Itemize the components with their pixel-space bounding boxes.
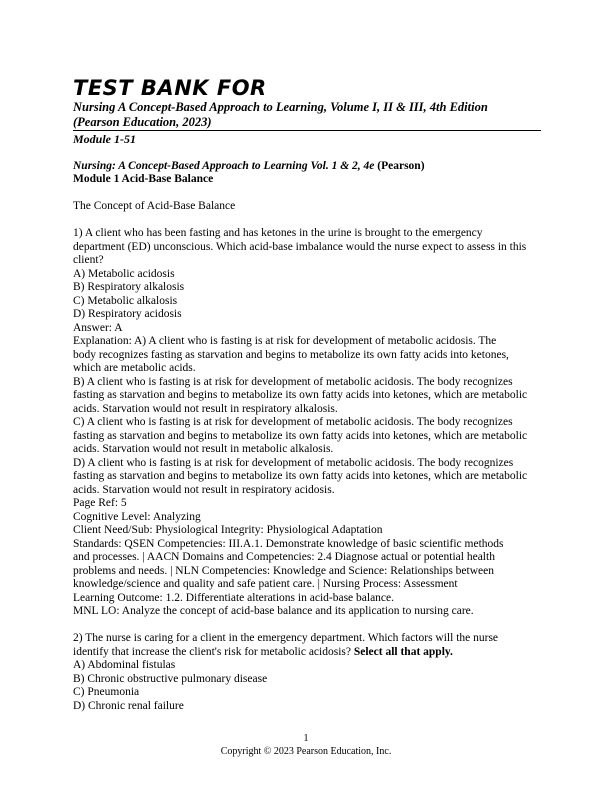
module-heading: Module 1 Acid-Base Balance: [73, 173, 214, 185]
document-title: TEST BANK FOR: [73, 76, 267, 100]
question-1-option-a: A) Metabolic acidosis: [73, 267, 175, 280]
explanation-line: fasting as starvation and begins to metabolize its own fatty acids into ketones, which are metabolic: [73, 389, 528, 401]
question-2-stem-line: 2) The nurse is caring for a client in the emergency department. Which factors will the nurse: [73, 632, 499, 644]
standards-line: knowledge/science and quality and safe patient care. | Nursing Process: Assessment: [73, 578, 458, 590]
cognitive-level: Cognitive Level: Analyzing: [73, 510, 201, 523]
explanation-line: fasting as starvation and begins to metabolize its own fatty acids into ketones, which are metabolic: [73, 429, 528, 442]
explanation-line: acids. Starvation would not result in respiratory acidosis.: [73, 483, 335, 496]
question-2-option-c: C) Pneumonia: [73, 686, 140, 698]
explanation-line: C) A client who is fasting is at risk for development of metabolic acidosis. The body recognizes: [73, 416, 513, 428]
question-2-stem-text: identify that increase the client's risk for metabolic acidosis?: [73, 645, 354, 658]
explanation-line: body recognizes fasting as starvation and begins to metabolize its own fatty acids into ketones,: [73, 348, 509, 361]
question-1-stem-line: department (ED) unconscious. Which acid-base imbalance would the nurse expect to assess in this: [73, 240, 527, 253]
question-2-option-d: D) Chronic renal failure: [73, 699, 184, 712]
explanation-line: which are metabolic acids.: [73, 362, 196, 374]
standards-line: and processes. | AACN Domains and Competencies: 2.4 Diagnose actual or potential health: [73, 551, 495, 563]
book-title-line-2: (Pearson Education, 2023): [73, 114, 212, 129]
question-1-option-d: D) Respiratory acidosis: [73, 308, 182, 320]
document-page: [73, 76, 543, 713]
question-2-option-b: B) Chronic obstructive pulmonary disease: [73, 672, 268, 685]
question-2-stem-line: [73, 646, 543, 660]
select-all-instruction: Select all that apply.: [353, 645, 453, 658]
concept-heading: The Concept of Acid-Base Balance: [73, 200, 236, 212]
question-1-stem-line: client?: [73, 254, 104, 266]
explanation-line: B) A client who is fasting is at risk for development of metabolic acidosis. The body recognizes: [73, 375, 513, 388]
question-1-answer: Answer: A: [73, 321, 123, 334]
explanation-line: fasting as starvation and begins to metabolize its own fatty acids into ketones, which are metabolic: [73, 470, 528, 482]
explanation-line: acids. Starvation would not result in metabolic alkalosis.: [73, 443, 334, 455]
question-1-option-b: B) Respiratory alkalosis: [73, 281, 185, 293]
question-1: [73, 227, 543, 619]
page-number: 1: [303, 733, 309, 744]
book-title-line-1: Nursing A Concept-Based Approach to Learning, Volume I, II & III, 4th Edition: [73, 100, 488, 114]
book-reference-title: Nursing: A Concept-Based Approach to Learning Vol. 1 & 2, 4e: [73, 159, 375, 172]
standards-line: problems and needs. | NLN Competencies: Knowledge and Science: Relationships between: [73, 564, 494, 577]
page-ref: Page Ref: 5: [73, 497, 127, 509]
book-reference: [73, 160, 543, 174]
explanation-line: D) A client who is fasting is at risk for development of metabolic acidosis. The body recognizes: [73, 456, 514, 469]
question-1-option-c: C) Metabolic alkalosis: [73, 294, 178, 307]
question-2-option-a: A) Abdominal fistulas: [73, 659, 176, 671]
explanation-line: acids. Starvation would not result in respiratory alkalosis.: [73, 402, 338, 415]
mnl-lo: MNL LO: Analyze the concept of acid-base balance and its application to nursing care.: [73, 605, 474, 617]
explanation-line: Explanation: A) A client who is fasting is at risk for development of metabolic acidosis. The: [73, 335, 497, 347]
copyright-notice: Copyright © 2023 Pearson Education, Inc.: [220, 746, 392, 757]
module-range: Module 1-51: [73, 132, 136, 146]
question-1-stem-line: 1) A client who has been fasting and has ketones in the urine is brought to the emergency: [73, 227, 483, 239]
learning-outcome: Learning Outcome: 1.2. Differentiate alterations in acid-base balance.: [73, 591, 395, 604]
standards-line: Standards: QSEN Competencies: III.A.1. Demonstrate knowledge of basic scientific methods: [73, 537, 504, 550]
question-2: [73, 632, 543, 713]
title-divider: [73, 130, 541, 131]
book-reference-publisher: (Pearson): [377, 159, 425, 172]
client-need: Client Need/Sub: Physiological Integrity: Physiological Adaptation: [73, 524, 383, 536]
